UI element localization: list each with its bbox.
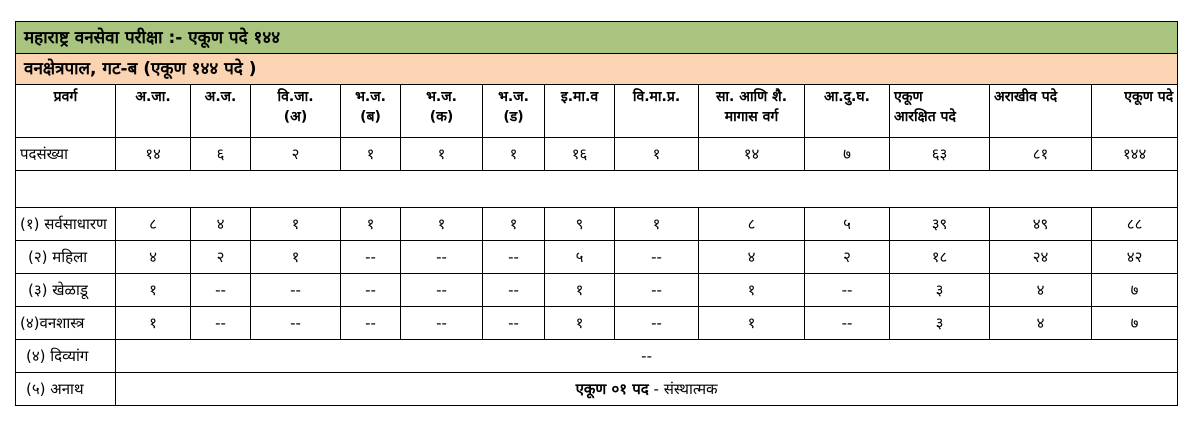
header-cell: भ.ज. (क) bbox=[401, 85, 483, 138]
table-row bbox=[16, 241, 1178, 274]
table-cell: ३ bbox=[890, 274, 990, 307]
subtitle-row bbox=[16, 54, 1178, 85]
table-cell: -- bbox=[615, 241, 699, 274]
table-cell: ४ bbox=[990, 307, 1092, 340]
table-cell: १ bbox=[615, 208, 699, 241]
table-row bbox=[16, 274, 1178, 307]
table-cell: २ bbox=[251, 138, 341, 171]
header-cell: वि.जा. (अ) bbox=[251, 85, 341, 138]
vacancy-table bbox=[15, 21, 1178, 406]
table-cell: -- bbox=[401, 307, 483, 340]
table-cell: १४४ bbox=[1092, 138, 1178, 171]
table-row bbox=[16, 208, 1178, 241]
table-cell: ८ bbox=[699, 208, 805, 241]
table-cell: १४ bbox=[116, 138, 191, 171]
merged-cell bbox=[116, 373, 1178, 406]
table-cell: ८८ bbox=[1092, 208, 1178, 241]
table-cell: ४२ bbox=[1092, 241, 1178, 274]
divyang-row bbox=[16, 340, 1178, 373]
table-cell: -- bbox=[805, 274, 890, 307]
table-cell: २ bbox=[191, 241, 251, 274]
table-cell: ४ bbox=[116, 241, 191, 274]
table-cell: ७ bbox=[1092, 307, 1178, 340]
header-cell: अ.ज. bbox=[191, 85, 251, 138]
header-row bbox=[16, 85, 1178, 138]
header-cell: आ.दु.घ. bbox=[805, 85, 890, 138]
table-cell: १ bbox=[116, 307, 191, 340]
header-cell: वि.मा.प्र. bbox=[615, 85, 699, 138]
table-cell: -- bbox=[341, 274, 401, 307]
page-title: महाराष्ट्र वनसेवा परीक्षा :- एकूण पदे १४४ bbox=[16, 22, 1178, 54]
table-cell: १८ bbox=[890, 241, 990, 274]
merged-cell: -- bbox=[116, 340, 1178, 373]
header-cell: इ.मा.व bbox=[545, 85, 615, 138]
table-row bbox=[16, 307, 1178, 340]
header-cell: अराखीव पदे bbox=[990, 85, 1092, 138]
table-cell: १ bbox=[251, 208, 341, 241]
table-cell: १४ bbox=[699, 138, 805, 171]
table-cell: २ bbox=[805, 241, 890, 274]
table-cell: १ bbox=[483, 138, 545, 171]
table-cell: १ bbox=[483, 208, 545, 241]
row-label: (३) खेळाडू bbox=[16, 274, 116, 307]
table-cell: १ bbox=[615, 138, 699, 171]
blank-cell bbox=[16, 171, 1178, 208]
table-cell: ५ bbox=[545, 241, 615, 274]
table-cell: -- bbox=[615, 307, 699, 340]
table-cell: १ bbox=[545, 307, 615, 340]
table-cell: ४९ bbox=[990, 208, 1092, 241]
table-cell: -- bbox=[401, 274, 483, 307]
table-cell: -- bbox=[341, 241, 401, 274]
blank-row bbox=[16, 171, 1178, 208]
row-label: (२) महिला bbox=[16, 241, 116, 274]
anath-row bbox=[16, 373, 1178, 406]
table-cell: २४ bbox=[990, 241, 1092, 274]
table-cell: ४ bbox=[191, 208, 251, 241]
header-cell: सा. आणि शै. मागास वर्ग bbox=[699, 85, 805, 138]
row-label: (४) दिव्यांग bbox=[16, 340, 116, 373]
table-cell: -- bbox=[191, 274, 251, 307]
row-label: (५) अनाथ bbox=[16, 373, 116, 406]
table-cell: १ bbox=[545, 274, 615, 307]
table-cell: ३ bbox=[890, 307, 990, 340]
table-cell: -- bbox=[251, 307, 341, 340]
table-cell: १ bbox=[401, 138, 483, 171]
total-row bbox=[16, 138, 1178, 171]
table-cell: ९ bbox=[545, 208, 615, 241]
table-cell: १ bbox=[401, 208, 483, 241]
table-cell: -- bbox=[483, 241, 545, 274]
table-cell: -- bbox=[401, 241, 483, 274]
header-cell: भ.ज. (ब) bbox=[341, 85, 401, 138]
header-cell: एकूण आरक्षित पदे bbox=[890, 85, 990, 138]
row-label: (४)वनशास्त्र bbox=[16, 307, 116, 340]
table-cell: १ bbox=[341, 138, 401, 171]
table-cell: -- bbox=[341, 307, 401, 340]
table-cell: -- bbox=[615, 274, 699, 307]
header-cell: एकूण पदे bbox=[1092, 85, 1178, 138]
table-cell: ६ bbox=[191, 138, 251, 171]
table-cell: १६ bbox=[545, 138, 615, 171]
table-cell: ८१ bbox=[990, 138, 1092, 171]
table-cell: १ bbox=[116, 274, 191, 307]
table-cell: ८ bbox=[116, 208, 191, 241]
table-cell: ४ bbox=[699, 241, 805, 274]
table-cell: -- bbox=[251, 274, 341, 307]
header-cell: अ.जा. bbox=[116, 85, 191, 138]
anath-note: - संस्थात्मक bbox=[648, 380, 718, 398]
table-cell: -- bbox=[191, 307, 251, 340]
table-cell: १ bbox=[699, 274, 805, 307]
table-cell: ७ bbox=[805, 138, 890, 171]
page-subtitle: वनक्षेत्रपाल, गट-ब (एकूण १४४ पदे ) bbox=[16, 54, 1178, 85]
header-cell: भ.ज. (ड) bbox=[483, 85, 545, 138]
title-row bbox=[16, 22, 1178, 54]
table-cell: ६३ bbox=[890, 138, 990, 171]
header-cell: प्रवर्ग bbox=[16, 85, 116, 138]
row-label: (१) सर्वसाधारण bbox=[16, 208, 116, 241]
row-label: पदसंख्या bbox=[16, 138, 116, 171]
table-cell: १ bbox=[251, 241, 341, 274]
table-cell: १ bbox=[341, 208, 401, 241]
table-cell: -- bbox=[483, 274, 545, 307]
table-cell: ४ bbox=[990, 274, 1092, 307]
table-cell: -- bbox=[483, 307, 545, 340]
table-cell: ३९ bbox=[890, 208, 990, 241]
table-cell: ७ bbox=[1092, 274, 1178, 307]
anath-total: एकूण ०१ पद bbox=[575, 380, 649, 398]
table-cell: ५ bbox=[805, 208, 890, 241]
table-cell: १ bbox=[699, 307, 805, 340]
table-cell: -- bbox=[805, 307, 890, 340]
